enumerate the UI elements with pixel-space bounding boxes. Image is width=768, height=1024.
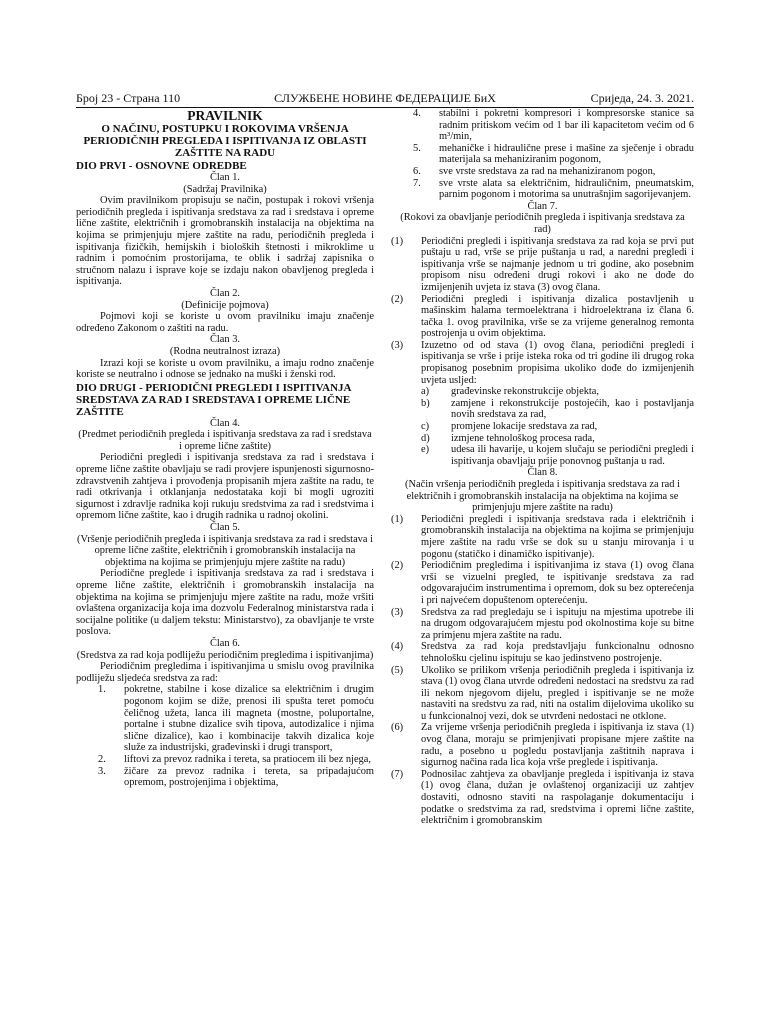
article-subtitle: (Predmet periodičnih pregleda i ispitivanja sredstava za rad i sredstava i opreme lične zaštite) (78, 429, 372, 452)
numbered-paragraph (391, 560, 694, 606)
list-item-number: 3. (98, 765, 106, 777)
item-text: zamjene i rekonstrukcije postojećih, kao i postavljanja novih sredstava za rad, (451, 397, 694, 421)
item-letter: e) (421, 444, 430, 456)
paragraph-text: Periodični pregledi i ispitivanja dizalica postavljenih u mašinskim halama termoelektrana i hidroelektrana iz člana 6. tačka 1. ovog pravilnika, vrše se za vrijeme generalnog remonta postrojenja u ovim objektima. (421, 293, 694, 340)
article-heading: Član 6. (209, 637, 240, 649)
article-paragraph: Pojmovi koji se koriste u ovom pravilniku imaju značenje određeno Zakonom o zaštiti na radu. (76, 311, 374, 334)
numbered-paragraph (391, 294, 694, 340)
list-item (391, 166, 694, 178)
lettered-list (391, 386, 694, 467)
paragraph-number: (2) (391, 293, 404, 305)
lettered-item (421, 386, 694, 398)
right-column (391, 108, 694, 827)
article-paragraph: Periodičnim pregledima i ispitivanjima u smislu ovog pravilnika podliježu sljedeća sredstva za rad: (76, 661, 374, 684)
paragraph-text: Izuzetno od od stava (1) ovog člana, periodični pregledi i ispitivanja se vrše i prije isteka roka od tri godine ili drugog roka propisanog posebnim propisima ukoliko dođe do izmijenjenih uvjeta usljed: (421, 339, 694, 386)
numbered-paragraph (391, 722, 694, 768)
header-date: Сриједа, 24. 3. 2021. (590, 91, 694, 105)
item-letter: d) (421, 432, 430, 444)
part-heading: DIO PRVI - OSNOVNE ODREDBE (76, 160, 247, 172)
paragraph-text: Podnosilac zahtjeva za obavljanje pregleda i ispitivanja iz stava (1) ovog člana, dužan je ovlaštenoj organizaciji uz zahtjev dostaviti, odnosno staviti na raspolaganje dokumentaciju i podatke o sredstvima za rad, sredstvima i opremi lične zaštite, električnim i gromobranskim (421, 768, 694, 827)
paragraph-text: Sredstva za rad pregledaju se i ispituju na mjestima upotrebe ili na drugom odgovarajućem mjestu pod okolnostima koje su bitne za primjenu mjera zaštite na radu. (421, 606, 694, 641)
numbered-paragraph (391, 514, 694, 560)
list-item-number: 2. (98, 753, 106, 765)
list-item-number: 6. (413, 165, 421, 177)
paragraph-number: (6) (391, 722, 404, 734)
paragraph-number: (2) (391, 560, 404, 572)
numbered-paragraph (391, 769, 694, 827)
paragraph-text: Za vrijeme vršenja periodičnih pregleda i ispitivanja iz stava (1) ovog člana, moraju se primjenjivati propisane mjere zaštite na radu, a posebno u pogledu postavljanja zaštitnih naprava i sigurnog načina rada lica koja vrše preglede i ispitivanja. (421, 722, 694, 769)
lettered-item (421, 421, 694, 433)
item-letter: a) (421, 386, 430, 398)
numbered-paragraph (391, 607, 694, 642)
numbered-paragraph (391, 340, 694, 386)
paragraph-number: (5) (391, 664, 404, 676)
article-subtitle: (Sredstva za rad koja podliježu periodičnim pregledima i ispitivanjima) (76, 649, 374, 661)
list-item (76, 766, 374, 789)
page-header (76, 90, 694, 106)
item-letter: c) (421, 421, 430, 433)
paragraph-text: Sredstva za rad koja predstavljaju funkcionalnu odnosno tehnološku cjelinu ispituju se kao jedinstveno postrojenje. (421, 641, 694, 664)
article-heading: Član 7. (527, 200, 558, 212)
lettered-item (421, 444, 694, 467)
paragraph-number: (1) (391, 513, 404, 525)
item-text: udesa ili havarije, u kojem slučaju se periodični pregledi i ispitivanja obavljaju prije ponovnog puštanja u rad. (451, 444, 694, 467)
item-text: građevinske rekonstrukcije objekta, (451, 386, 600, 398)
list-item-text: žičare za prevoz radnika i tereta, sa pripadajućom opremom, postrojenjima i objektima, (124, 765, 374, 789)
article-paragraph: Izrazi koji se koriste u ovom pravilniku, a imaju rodno značenje koriste se neutralno i odnose se jednako na muški i ženski rod. (76, 357, 374, 381)
list-item (391, 108, 694, 143)
article-heading: Član 8. (527, 467, 558, 479)
paragraph-number: (3) (391, 339, 404, 351)
list-item-text: stabilni i pokretni kompresori i kompresorske stanice sa radnim pritiskom većim od 1 bar ili kapacitetom većim od 6 m³/min, (439, 108, 694, 143)
list-item-number: 1. (98, 684, 106, 696)
paragraph-text: Ukoliko se prilikom vršenja periodičnih pregleda i ispitivanja iz stava (1) ovog člana utvrde određeni nedostaci na sredstvu za rad ili nekom njegovom dijelu, pregled i ispitivanje se ne može nastaviti na sredstvu za rad, niti na ostalim dijelovima ukoliko su u funkcionalnoj vezi, dok se utvrđeni nedostaci ne otklone. (421, 664, 694, 722)
list-item (76, 754, 374, 766)
list-item-number: 5. (413, 142, 421, 154)
document-title: PRAVILNIK (187, 108, 263, 123)
list-item (391, 178, 694, 201)
article-subtitle: (Vršenje periodičnih pregleda i ispitivanja sredstava za rad i sredstava i opreme lične zaštite, električnih i gromobranskih instalacija na objektima na kojima se primjenjuju mjere zaštite na radu) (77, 533, 373, 568)
paragraph-number: (7) (391, 768, 404, 780)
paragraph-number: (3) (391, 606, 404, 618)
part-heading: DIO DRUGI - PERIODIČNI PREGLEDI I ISPITIVANJA SREDSTAVA ZA RAD I SREDSTAVA I OPREME LIČNE ZAŠTITE (76, 381, 351, 418)
numbered-paragraph (391, 641, 694, 664)
paragraph-number: (4) (391, 641, 404, 653)
lettered-item (421, 433, 694, 445)
list-item (391, 143, 694, 166)
item-text: promjene lokacije sredstava za rad, (451, 421, 598, 433)
document-subtitle: O NAČINU, POSTUPKU I ROKOVIMA VRŠENJA PERIODIČNIH PREGLEDA I ISPITIVANJA IZ OBLASTI ZAŠTITE NA RADU (83, 123, 367, 159)
article-subtitle: (Način vršenja periodičnih pregleda i ispitivanja sredstava za rad i električnih i gromobranskih instalacija na objektima na kojima se primjenjuju mjere zaštite na radu) (405, 479, 680, 514)
article-subtitle: (Rokovi za obavljanje periodičnih pregleda i ispitivanja sredstava za rad) (400, 212, 685, 235)
article-paragraph: Ovim pravilnikom propisuju se način, postupak i rokovi vršenja periodičnih pregleda i ispitivanja sredstava za rad i sredstava i opreme lične zaštite, električnih i gromobranskih instalacija na objektima na kojima se primjenjuju mjere zaštite na radu, periodičnih pregleda i ispitivanja fizičkih, hemijskih i bioloških štetnosti i mikroklime u radnim i pomoćnim prostorijama, te oblik i sadržaj zapisnika o stručnom nalazu i isprave koje se izdaju nakon obavljenog pregleda i ispitivanja. (76, 195, 374, 288)
list-item-text: mehaničke i hidraulične prese i mašine za sječenje i obradu materijala sa mehaniziranim pogonom, (439, 142, 694, 166)
numbered-paragraph (391, 236, 694, 294)
paragraph-text: Periodični pregledi i ispitivanja sredstava za rad koja se prvi put puštaju u rad, vrše se prije puštanja u rad, a naredni pregledi i ispitivanja vrše se najmanje jednom u tri godine, ako posebnim propisom nisu određeni drugi rokovi i ako ne dođe do izmijenjenih uvjeta iz stava (3) ovog člana. (421, 235, 694, 293)
article-paragraph: Periodični pregledi i ispitivanja sredstava za rad i sredstava i opreme lične zaštite obavljaju se radi provjere ispunjenosti sigurnosno-zdravstvenih zahtjeva i provođenja propisanih mjera zaštite na radu, te radi otkrivanja i otklanjanja nedostataka koji bi mogli ugroziti sigurnost i zdravlje radnika koji rukuju sredstvima za rad i sredstvima i opremom lične zaštite, kao i drugih radnika u radnoj okolini. (76, 452, 374, 522)
article-paragraph: Periodične preglede i ispitivanja sredstava za rad i sredstava i opreme lične zaštite, električnih i gromobranskih instalacija na objektima na kojima se primjenjuju mjere zaštite na radu, može vršiti ovlaštena organizacija koja ima dozvolu Federalnog ministarstva rada i socijalne politike (u daljem tekstu: Ministarstvo), za obavljanje te vrste poslova. (76, 568, 374, 638)
article-heading: Član 5. (209, 522, 240, 534)
list-item-text: liftovi za prevoz radnika i tereta, sa pratiocem ili bez njega, (124, 753, 371, 765)
list-item-text: sve vrste alata sa električnim, hidrauličnim, pneumatskim, parnim pogonom i motorima sa unutrašnjim sagorijevanjem. (439, 177, 694, 201)
item-text: izmjene tehnološkog procesa rada, (451, 432, 595, 444)
article-subtitle: (Definicije pojmova) (181, 299, 269, 311)
list-item-number: 7. (413, 177, 421, 189)
article-heading: Član 3. (209, 334, 240, 346)
paragraph-number: (1) (391, 235, 404, 247)
lettered-item (421, 398, 694, 421)
article-subtitle: (Rodna neutralnost izraza) (169, 345, 281, 357)
paragraph-text: Periodičnim pregledima i ispitivanjima iz stava (1) ovog člana vrši se vizuelni pregled, te ispitivanje sredstava za rad odgovarajućim instrumentima i opremom, dok su bez opterećenja i pri najvećem dopuštenom opterećenju. (421, 560, 694, 606)
paragraph-text: Periodični pregledi i ispitivanja sredstava rada i električnih i gromobranskih instalacija na objektima na kojima se primjenjuju mjere zaštite na radu vrše se dok su u stanju mirovanja i u pogonu (statičko i dinamičko ispitivanje). (421, 513, 694, 560)
article-heading: Član 1. (209, 172, 240, 183)
header-issue-page: Број 23 - Страна 110 (76, 91, 181, 105)
article-heading: Član 4. (209, 417, 240, 429)
list-item-text: sve vrste sredstava za rad na mehaniziranom pogon, (439, 165, 656, 177)
left-column (76, 108, 374, 789)
list-item-text: pokretne, stabilne i kose dizalice sa električnim i drugim pogonom kojim se diže, prenosi ili spušta teret pomoću čeličnog užeta, lanca ili magneta (mostne, poluportalne, portalne i stubne dizalice svih tipova, autodizalice i njima slične dizalice), kao i kombinacije takvih dizalica koje služe za industrijski, građevinski i drugi transport, (124, 684, 374, 754)
item-letter: b) (421, 397, 430, 409)
list-item-number: 4. (413, 108, 421, 119)
article-subtitle: (Sadržaj Pravilnika) (183, 183, 267, 195)
numbered-paragraph (391, 665, 694, 723)
header-publication: СЛУЖБЕНЕ НОВИНЕ ФЕДЕРАЦИЈЕ БиХ (274, 91, 496, 105)
article-heading: Član 2. (209, 287, 240, 299)
list-item (76, 684, 374, 754)
